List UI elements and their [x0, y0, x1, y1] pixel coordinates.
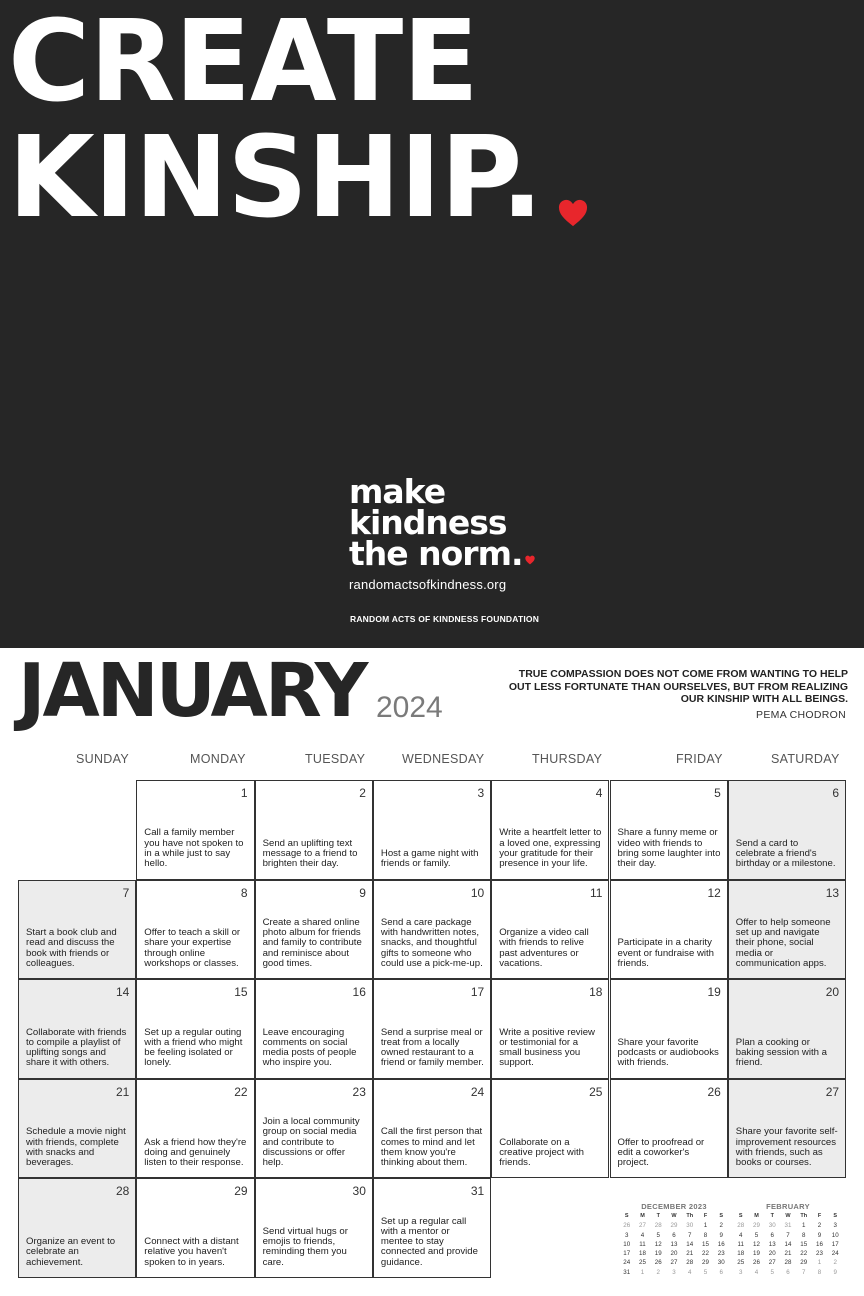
mini-calendar-day: 5: [770, 1268, 774, 1276]
mini-calendar-day: 2: [656, 1268, 660, 1276]
day-number: 21: [115, 1084, 130, 1099]
day-cell: [491, 1079, 609, 1179]
mini-calendar-day: 15: [800, 1240, 808, 1248]
mini-calendar-day: 4: [688, 1268, 692, 1276]
mini-calendar-day: 22: [702, 1250, 709, 1258]
mini-calendar-day: 8: [802, 1231, 806, 1239]
mini-calendar-day: 27: [670, 1259, 678, 1267]
day-number: 25: [589, 1084, 603, 1099]
mini-calendar-day: 26: [623, 1222, 631, 1230]
mini-calendar-day: 6: [719, 1268, 723, 1276]
mini-calendar-weekday: M: [754, 1213, 759, 1219]
weekday-label: THURSDAY: [532, 752, 603, 766]
day-cell: [255, 1178, 373, 1278]
mini-calendar-day: 29: [702, 1259, 709, 1267]
mini-calendar-day: 15: [702, 1240, 709, 1248]
mini-calendar-day: 11: [737, 1240, 744, 1248]
day-number: 10: [470, 885, 485, 900]
mini-calendar-day: 20: [670, 1250, 678, 1258]
mini-calendar-day: 25: [737, 1259, 745, 1267]
logo-line: [349, 534, 535, 573]
day-cell: [491, 979, 609, 1079]
kindness-activity: Share your favorite podcasts or audiobooks with friends.: [617, 1036, 719, 1069]
mini-calendar-day: 9: [833, 1268, 837, 1276]
mini-calendar-day: 28: [654, 1222, 662, 1230]
mini-calendar-day: 5: [703, 1268, 708, 1276]
foundation-name: RANDOM ACTS OF KINDNESS FOUNDATION: [350, 614, 540, 624]
mini-calendar-day: 10: [623, 1240, 631, 1248]
kindness-activity: Start a book club and read and discuss the book with friends or colleagues.: [26, 927, 117, 969]
day-cell: [18, 1079, 136, 1179]
mini-calendar-day: 30: [768, 1222, 776, 1230]
mini-calendar-day: 6: [770, 1231, 774, 1239]
kindness-activity: Create a shared online photo album for friends and family to contribute and reminisce about good times.: [262, 916, 362, 969]
kindness-activity: Leave encouraging comments on social media posts of people who inspire you.: [262, 1026, 357, 1069]
mini-calendar-weekday: S: [719, 1213, 724, 1219]
kindness-activity: Connect with a distant relative you haven't spoken to in years.: [144, 1236, 239, 1268]
mini-calendar-day: 29: [753, 1222, 760, 1230]
mini-calendar-weekday-row: [733, 1212, 843, 1221]
day-cell: [136, 1079, 254, 1179]
kindness-activity: Offer to proofread or edit a coworker's project.: [617, 1136, 705, 1169]
make-kindness-the-norm-logo: [349, 472, 535, 592]
day-cell: [373, 780, 491, 880]
kindness-activity: Write a positive review or testimonial for a small business you support.: [499, 1026, 595, 1069]
mini-calendar-day: 7: [802, 1268, 806, 1276]
weekday-label: SUNDAY: [76, 752, 129, 766]
mini-calendar-day: 8: [703, 1231, 708, 1239]
weekday-label: FRIDAY: [676, 752, 723, 766]
day-number: 26: [707, 1084, 721, 1099]
mini-calendar-day: 6: [786, 1268, 790, 1276]
day-cell: [728, 979, 846, 1079]
mini-calendar-day: 21: [784, 1250, 792, 1258]
mini-calendar-day: 26: [654, 1259, 662, 1267]
day-cell: [18, 1178, 136, 1278]
kindness-activity: Ask a friend how they're doing and genuinely listen to their response.: [144, 1136, 247, 1169]
kindness-activity: Offer to help someone set up and navigate their phone, social media or communication apps.: [735, 916, 831, 969]
mini-calendar-day: 23: [816, 1250, 823, 1258]
website-url[interactable]: randomactsofkindness.org: [349, 577, 507, 592]
mini-calendar-weekday: S: [738, 1213, 743, 1219]
day-cell: [18, 880, 136, 980]
mini-calendar-day: 3: [739, 1268, 743, 1276]
mini-calendar-day: 28: [686, 1259, 694, 1267]
mini-calendar-day: 6: [672, 1231, 676, 1239]
day-cell: [136, 780, 254, 880]
kindness-activity: Organize an event to celebrate an achievement.: [26, 1236, 116, 1268]
mini-calendar-day: 4: [754, 1268, 759, 1276]
day-cell: [610, 880, 728, 980]
day-cell: [373, 979, 491, 1079]
kindness-activity: Plan a cooking or baking session with a friend.: [735, 1036, 827, 1069]
mini-calendar-day: 17: [831, 1240, 839, 1248]
kindness-activity: Set up a regular outing with a friend who might be feeling isolated or lonely.: [144, 1026, 243, 1069]
mini-calendar-weekday: S: [624, 1213, 629, 1219]
kindness-activity: Share a funny meme or video with friends to bring some laughter into their day.: [617, 827, 721, 870]
logo-line: make: [349, 472, 446, 511]
mini-calendar-day: 31: [784, 1222, 792, 1230]
mini-calendar-day: 1: [817, 1259, 822, 1267]
mini-calendar-day: 3: [625, 1231, 629, 1239]
mini-calendar-day: 29: [800, 1259, 808, 1267]
day-number: 6: [832, 786, 840, 800]
mini-calendar-weekday: M: [640, 1213, 645, 1219]
mini-calendar-week: [733, 1249, 843, 1258]
kindness-activity: Send virtual hugs or emojis to friends, reminding them you care.: [262, 1225, 348, 1268]
mini-calendar-day: 27: [768, 1259, 776, 1267]
heart-icon: [558, 198, 588, 228]
day-number: 9: [359, 885, 366, 900]
kindness-activity: Call a family member you have not spoken to in a while just to say hello.: [144, 827, 244, 870]
day-number: 23: [352, 1084, 366, 1099]
mini-calendar-day: 30: [686, 1222, 694, 1230]
mini-calendar-day: 25: [639, 1259, 646, 1267]
day-number: 19: [707, 985, 721, 1000]
mini-calendar-day: 5: [754, 1231, 759, 1239]
day-cell: [373, 1178, 491, 1278]
mini-calendar-weekday: S: [833, 1213, 838, 1219]
day-number: 30: [352, 1184, 366, 1199]
logo-line-text: the norm.: [349, 534, 523, 573]
day-number: 17: [470, 985, 485, 1000]
mini-calendar-weekday: Th: [686, 1213, 694, 1219]
weekday-label: TUESDAY: [305, 752, 366, 766]
mini-calendar-day: 1: [640, 1268, 645, 1276]
mini-calendar-day: 9: [817, 1231, 822, 1239]
mini-calendar-day: 24: [623, 1259, 631, 1267]
mini-calendar-week: [619, 1231, 729, 1240]
mini-calendar-day: 10: [831, 1231, 839, 1239]
day-cell: [373, 880, 491, 980]
weekday-label: MONDAY: [190, 752, 246, 766]
kindness-activity: Collaborate on a creative project with friends.: [499, 1136, 584, 1169]
day-number: 15: [234, 985, 248, 1000]
mini-calendar-day: 28: [737, 1222, 745, 1230]
day-cell: [491, 780, 609, 880]
mini-calendar-day: 31: [623, 1268, 631, 1276]
mini-calendar-day: 17: [623, 1250, 631, 1258]
mini-calendar-day: 12: [654, 1240, 662, 1248]
mini-calendar-day: 24: [831, 1250, 839, 1258]
mini-calendar-day: 21: [686, 1250, 694, 1258]
mini-calendar-day: 20: [768, 1250, 776, 1258]
mini-calendar-week: [733, 1221, 843, 1230]
mini-calendar-day: 18: [737, 1250, 745, 1258]
mini-calendar-week: [733, 1240, 843, 1249]
mini-calendar-day: 22: [800, 1250, 808, 1258]
mini-calendar: [619, 1202, 729, 1277]
mini-calendar-day: 26: [753, 1259, 760, 1267]
mini-calendar-day: 12: [753, 1240, 760, 1248]
headline-line-2: KINSHIP.: [8, 113, 543, 243]
mini-calendar-day: 2: [719, 1222, 723, 1230]
mini-calendar-weekday: F: [703, 1213, 708, 1219]
day-number: 24: [470, 1084, 485, 1099]
day-number: 8: [240, 885, 248, 900]
headline-line-1: CREATE: [8, 0, 478, 127]
day-number: 27: [825, 1084, 840, 1099]
year-label: 2024: [376, 691, 443, 724]
day-number: 1: [240, 786, 248, 800]
mini-calendar-day: 4: [739, 1231, 743, 1239]
day-number: 22: [234, 1084, 248, 1099]
mini-calendar-day: 1: [802, 1222, 806, 1230]
kindness-activity: Share your favorite self-improvement resources with friends, such as books or courses.: [735, 1126, 838, 1169]
mini-calendar-title: FEBRUARY: [766, 1202, 810, 1211]
day-cell: [610, 780, 728, 880]
mini-calendar-weekday-row: [619, 1212, 729, 1221]
mini-calendar-day: 14: [784, 1240, 792, 1248]
mini-calendar-day: 2: [817, 1222, 822, 1230]
day-number: 31: [470, 1184, 485, 1199]
kindness-activity: Host a game night with friends or family.: [380, 848, 479, 870]
mini-calendar-week: [733, 1268, 843, 1277]
weekday-label: WEDNESDAY: [402, 752, 485, 766]
day-number: 7: [122, 885, 130, 900]
month-title: JANUARY: [18, 648, 366, 734]
mini-calendar-day: 16: [717, 1240, 725, 1248]
kindness-activity: Write a heartfelt letter to a loved one, expressing your gratitude for their presence in your life.: [499, 827, 602, 870]
day-cell: [255, 979, 373, 1079]
day-cell: [610, 1079, 728, 1179]
day-cell: [491, 880, 609, 980]
day-cell: [18, 979, 136, 1079]
mini-calendar-day: 7: [688, 1231, 692, 1239]
mini-calendar-day: 3: [672, 1268, 676, 1276]
kindness-activity: Participate in a charity event or fundraise with friends.: [617, 937, 715, 969]
mini-calendar-weekday: W: [785, 1213, 791, 1219]
mini-calendar-weekday: F: [817, 1213, 822, 1219]
mini-calendar-day: 19: [753, 1250, 760, 1258]
day-cell: [610, 979, 728, 1079]
mini-calendar-day: 9: [719, 1231, 723, 1239]
weekday-label: SATURDAY: [771, 752, 840, 766]
mini-calendar-day: 18: [639, 1250, 646, 1258]
quote-author: PEMA CHODRON: [756, 709, 846, 721]
mini-calendar-day: 13: [670, 1240, 678, 1248]
logo-line: kindness: [349, 503, 507, 542]
day-number: 20: [825, 985, 840, 1000]
kindness-activity: Organize a video call with friends to relive past adventures or vacations.: [499, 927, 589, 969]
day-cell: [255, 1079, 373, 1179]
day-number: 11: [590, 885, 603, 900]
mini-calendar-day: 4: [640, 1231, 645, 1239]
kindness-activity: Send an uplifting text message to a friend to brighten their day.: [262, 837, 358, 870]
mini-calendar-week: [619, 1240, 729, 1249]
mini-calendar-day: 2: [833, 1259, 837, 1267]
mini-calendar-week: [733, 1258, 843, 1267]
mini-calendar-weekday: Th: [800, 1213, 808, 1219]
day-cell: [136, 1178, 254, 1278]
day-number: 18: [589, 985, 603, 1000]
mini-calendar-day: 13: [768, 1240, 776, 1248]
day-cell: [728, 780, 846, 880]
quote: TRUE COMPASSION DOES NOT COME FROM WANTING TO HELP OUT LESS FORTUNATE THAN OURSELVES, BUT FROM REALIZING OUR KINSHIP WITH ALL BEINGS.: [508, 668, 848, 705]
day-number: 2: [359, 786, 366, 800]
kindness-activity: Join a local community group on social media and contribute to discussions or offer help.: [262, 1115, 360, 1169]
mini-calendar-day: 3: [833, 1222, 837, 1230]
mini-calendar-title: DECEMBER 2023: [641, 1202, 707, 1211]
kindness-activity: Schedule a movie night with friends, complete with snacks and beverages.: [26, 1126, 126, 1169]
kindness-activity: Set up a regular call with a mentor or mentee to stay connected and provide guidance.: [380, 1215, 478, 1268]
day-number: 28: [115, 1184, 130, 1199]
day-cell: [136, 979, 254, 1079]
day-number: 29: [234, 1184, 248, 1199]
kindness-activity: Call the first person that comes to mind and let them know you're thinking about them.: [380, 1126, 483, 1169]
mini-calendar-weekday: T: [656, 1213, 660, 1219]
day-number: 14: [115, 985, 130, 1000]
day-cell: [373, 1079, 491, 1179]
mini-calendar-day: 28: [784, 1259, 792, 1267]
mini-calendar-weekday: T: [770, 1213, 774, 1219]
day-number: 13: [825, 885, 840, 900]
day-cell: [136, 880, 254, 980]
heart-icon: [525, 555, 535, 565]
day-number: 5: [714, 786, 721, 800]
mini-calendar-week: [733, 1231, 843, 1240]
kindness-activity: Send a care package with handwritten notes, snacks, and thoughtful gifts to someone who could use a pick-me-up.: [380, 916, 483, 969]
day-number: 16: [352, 985, 366, 1000]
mini-calendar-day: 23: [717, 1250, 725, 1258]
mini-calendar-week: [619, 1249, 729, 1258]
headline: [8, 0, 543, 243]
kindness-activity: Send a card to celebrate a friend's birthday or a milestone.: [735, 837, 836, 870]
mini-calendar-day: 19: [654, 1250, 662, 1258]
kindness-activity: Collaborate with friends to compile a playlist of uplifting songs and share it with others.: [26, 1026, 127, 1069]
mini-calendar-day: 11: [639, 1240, 646, 1248]
day-cell: [255, 780, 373, 880]
mini-calendar-week: [619, 1258, 729, 1267]
mini-calendar-day: 5: [656, 1231, 660, 1239]
day-cell: [255, 880, 373, 980]
day-cell: [728, 1079, 846, 1179]
mini-calendar-day: 7: [786, 1231, 790, 1239]
kindness-activity: Send a surprise meal or treat from a locally owned restaurant to a friend or family member.: [380, 1026, 484, 1069]
mini-calendar-day: 30: [717, 1259, 725, 1267]
day-number: 12: [707, 885, 721, 900]
mini-calendar-day: 8: [817, 1268, 822, 1276]
mini-calendar: [733, 1202, 843, 1277]
day-number: 4: [595, 786, 603, 800]
mini-calendar-week: [619, 1221, 729, 1230]
mini-calendar-day: 29: [670, 1222, 678, 1230]
mini-calendar-day: 27: [639, 1222, 646, 1230]
mini-calendar-weekday: W: [671, 1213, 677, 1219]
mini-calendar-day: 14: [686, 1240, 694, 1248]
day-number: 3: [477, 786, 485, 800]
mini-calendar-week: [619, 1268, 729, 1277]
mini-calendar-day: 16: [816, 1240, 823, 1248]
kindness-activity: Offer to teach a skill or share your expertise through online workshops or classes.: [144, 927, 241, 969]
mini-calendar-day: 1: [703, 1222, 708, 1230]
day-cell: [728, 880, 846, 980]
